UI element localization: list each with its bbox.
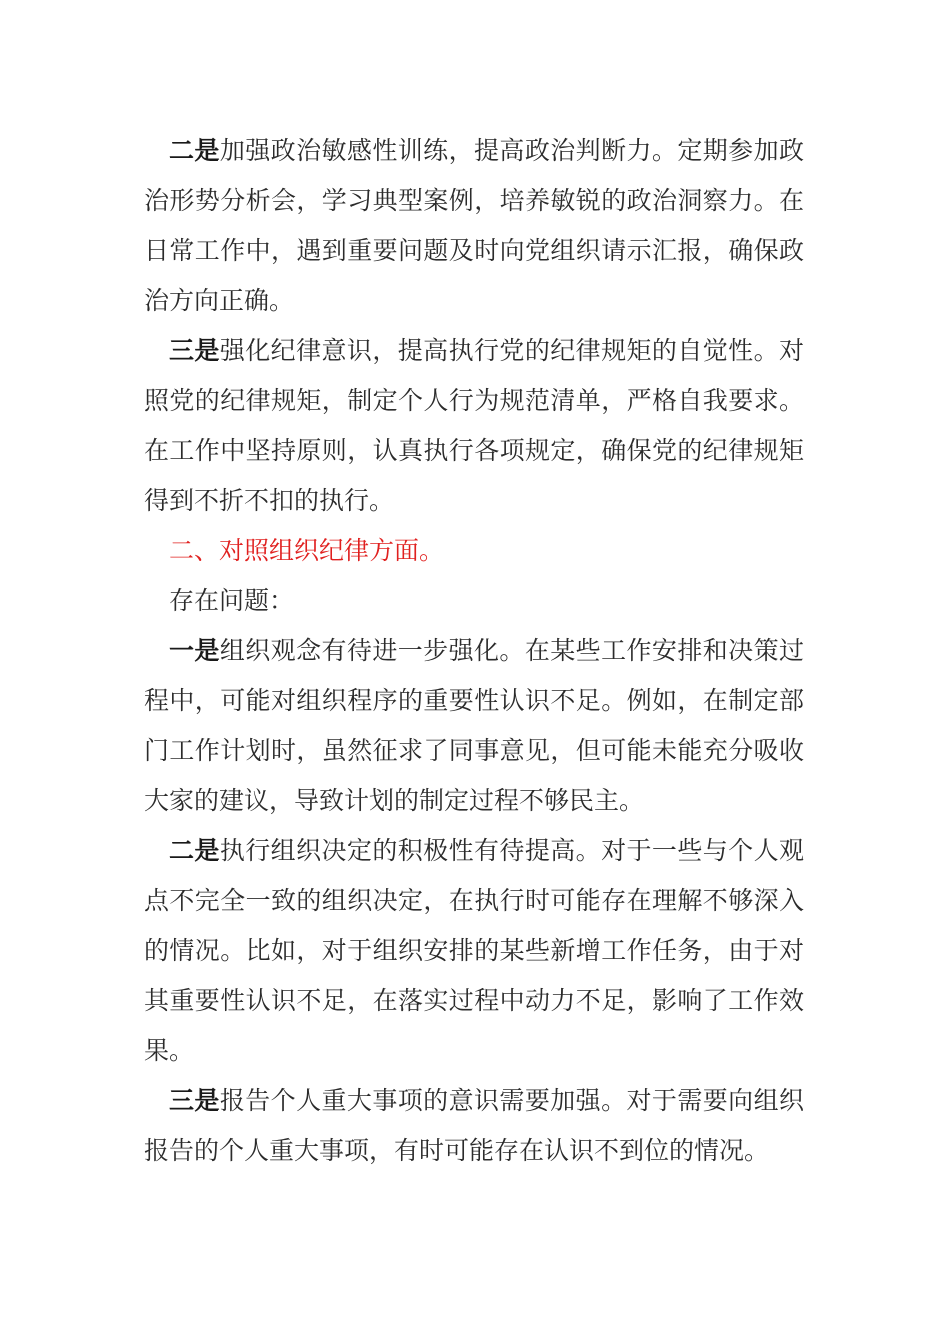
issue-executing-decisions [144, 826, 804, 1076]
paragraph-lead: 二是 [169, 136, 220, 165]
paragraph-text: 强化纪律意识，提高执行党的纪律规矩的自觉性。对照党的纪律规矩，制定个人行为规范清单，严格自我要求。在工作中坚持原则，认真执行各项规定，确保党的纪律规矩得到不折不扣的执行。 [144, 336, 804, 515]
issue-reporting-matters [144, 1076, 804, 1176]
paragraph-lead: 三是 [169, 1086, 220, 1115]
paragraph-discipline-awareness [144, 326, 804, 526]
section-heading: 二、对照组织纪律方面。 [169, 536, 445, 565]
paragraph-text: 组织观念有待进一步强化。在某些工作安排和决策过程中，可能对组织程序的重要性认识不足。例如，在制定部门工作计划时，虽然征求了同事意见，但可能未能充分吸收大家的建议，导致计划的制定过程不够民主。 [144, 636, 804, 815]
paragraph-political-sensitivity [144, 126, 804, 326]
issue-organization-concept [144, 626, 804, 826]
paragraph-text: 加强政治敏感性训练，提高政治判断力。定期参加政治形势分析会，学习典型案例，培养敏锐的政治洞察力。在日常工作中，遇到重要问题及时向党组织请示汇报，确保政治方向正确。 [144, 136, 804, 315]
paragraph-lead: 一是 [169, 636, 220, 665]
paragraph-text: 报告个人重大事项的意识需要加强。对于需要向组织报告的个人重大事项，有时可能存在认识不到位的情况。 [144, 1086, 804, 1165]
paragraph-lead: 二是 [169, 836, 220, 865]
issues-label: 存在问题： [169, 586, 295, 615]
paragraph-text: 执行组织决定的积极性有待提高。对于一些与个人观点不完全一致的组织决定，在执行时可能存在理解不够深入的情况。比如，对于组织安排的某些新增工作任务，由于对其重要性认识不足，在落实过程中动力不足，影响了工作效果。 [144, 836, 804, 1065]
paragraph-lead: 三是 [169, 336, 220, 365]
document-body [144, 126, 804, 1176]
